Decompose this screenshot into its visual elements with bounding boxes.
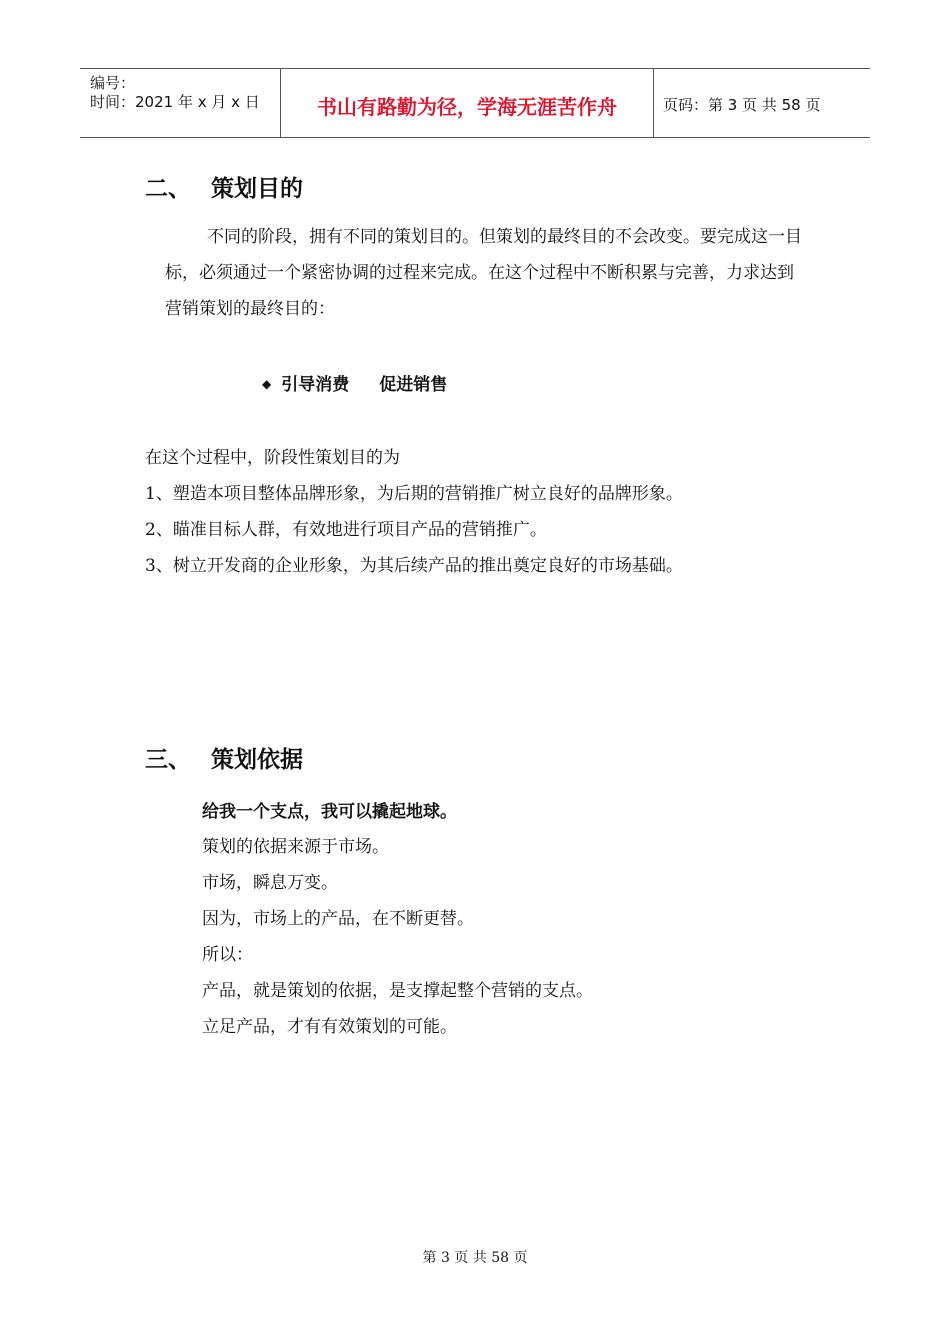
- basis-line: 市场，瞬息万变。: [202, 873, 338, 893]
- header-page-cell: [653, 69, 870, 137]
- document-header: [80, 68, 870, 138]
- section-3-title: 策划依据: [211, 747, 303, 773]
- basis-line: 产品，就是策划的依据，是支撑起整个营销的支点。: [202, 981, 593, 1001]
- section-3-heading: [145, 741, 303, 774]
- serial-label: 编号：: [90, 74, 136, 92]
- page-footer: 第 3 页 共 58 页: [422, 1250, 528, 1266]
- stage-item-2: 2、瞄准目标人群，有效地进行项目产品的营销推广。: [145, 520, 547, 540]
- section-3-number: 三、: [145, 747, 191, 773]
- stage-intro: 在这个过程中，阶段性策划目的为: [145, 448, 400, 468]
- section-2-title: 策划目的: [211, 176, 303, 202]
- page-info: 页码：第 3 页 共 58 页: [663, 96, 821, 114]
- goal-left: 引导消费: [281, 375, 350, 395]
- date-label: 时间：2021 年 x 月 x 日: [90, 93, 260, 111]
- header-meta-cell: [80, 69, 280, 137]
- basis-line: 因为，市场上的产品，在不断更替。: [202, 909, 474, 929]
- stage-item-1: 1、塑造本项目整体品牌形象，为后期的营销推广树立良好的品牌形象。: [145, 484, 683, 504]
- stage-item-3: 3、树立开发商的企业形象，为其后续产品的推出奠定良好的市场基础。: [145, 556, 683, 576]
- section-3-quote: 给我一个支点，我可以撬起地球。: [202, 802, 457, 822]
- header-motto-cell: [280, 69, 654, 137]
- basis-line: 所以：: [202, 945, 253, 965]
- motto: 书山有路勤为径，学海无涯苦作舟: [317, 95, 617, 119]
- goal-bullet: [262, 370, 447, 395]
- basis-line: 立足产品，才有有效策划的可能。: [202, 1017, 457, 1037]
- basis-line: 策划的依据来源于市场。: [202, 837, 389, 857]
- goal-right: 促进销售: [379, 375, 448, 395]
- section-2-paragraph: 不同的阶段，拥有不同的策划目的。但策划的最终目的不会改变。要完成这一目标，必须通过一个紧密协调的过程来完成。在这个过程中不断积累与完善，力求达到营销策划的最终目的：: [165, 227, 802, 319]
- section-2-heading: [145, 170, 303, 203]
- diamond-bullet-icon: ◆: [262, 377, 272, 391]
- section-2-number: 二、: [145, 176, 191, 202]
